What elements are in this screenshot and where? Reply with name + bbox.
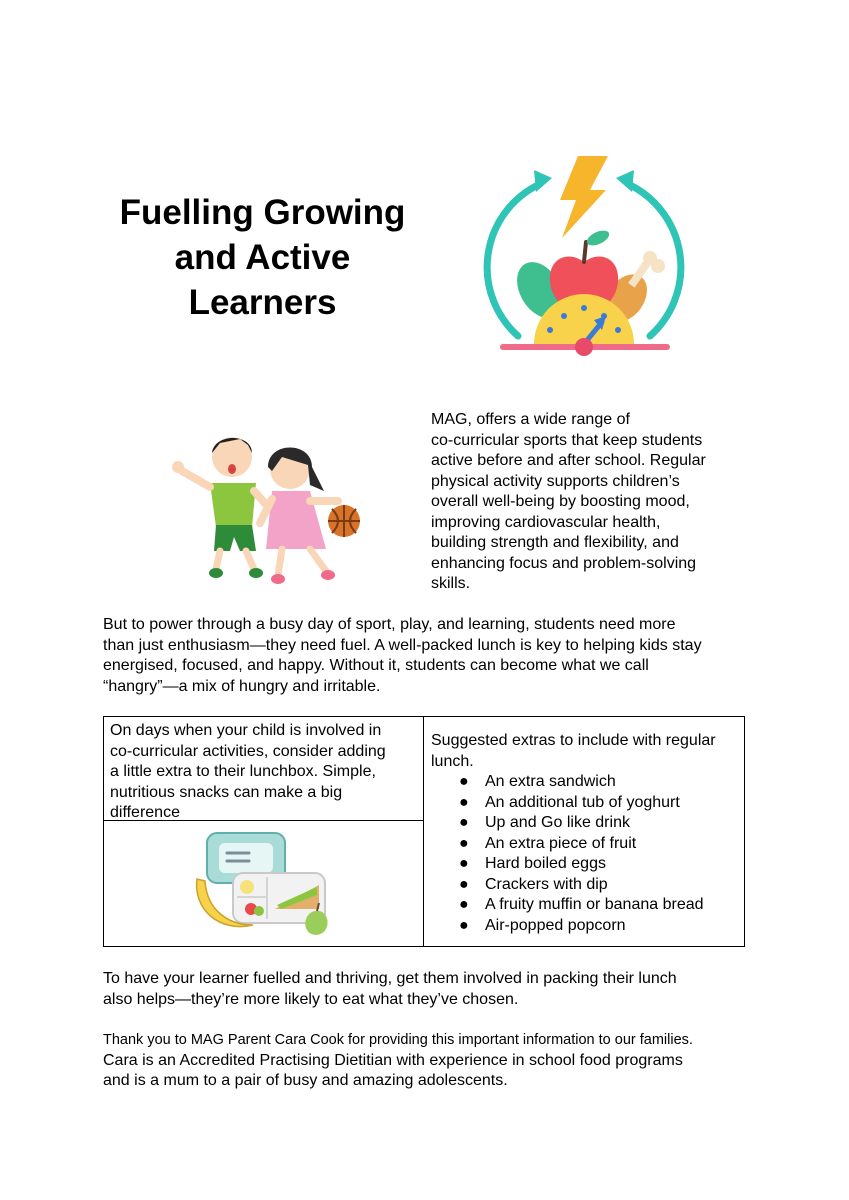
extras-intro: Suggested extras to include with regular xyxy=(431,732,716,749)
advice-line: nutritious snacks can make a big xyxy=(110,783,343,801)
title-line-2: and Active xyxy=(174,238,351,277)
extra-item-text: An extra sandwich xyxy=(485,773,616,790)
intro-line: overall well-being by boosting mood, xyxy=(431,493,690,510)
intro-line: active before and after school. Regular xyxy=(431,452,706,469)
list-item xyxy=(459,793,738,814)
intro-line: skills. xyxy=(431,575,471,592)
list-item xyxy=(459,854,738,875)
fuel-line: But to power through a busy day of sport, play, and learning, students need more xyxy=(103,616,676,633)
bullet-icon: ● xyxy=(459,875,469,893)
suggested-extras-cell xyxy=(425,717,744,946)
extra-item-text: Crackers with dip xyxy=(485,875,608,893)
intro-line: physical activity supports children’s xyxy=(431,472,680,490)
extra-lunch-advice-cell xyxy=(104,717,424,821)
list-item xyxy=(459,916,738,937)
page-title xyxy=(100,190,425,325)
bio-line: Cara is an Accredited Practising Dietitian with experience in school food programs xyxy=(103,1051,683,1069)
lunchbox-illustration xyxy=(189,829,339,939)
intro-line: improving cardiovascular health, xyxy=(431,513,661,531)
bio-line: and is a mum to a pair of busy and amazing adolescents. xyxy=(103,1072,508,1089)
intro-line: building strength and flexibility, and xyxy=(431,534,679,551)
list-item xyxy=(459,875,738,896)
bullet-icon: ● xyxy=(459,855,469,872)
extra-item-text: A fruity muffin or banana bread xyxy=(485,896,704,913)
kids-basketball-illustration xyxy=(160,425,370,595)
suggested-extras-list xyxy=(459,772,738,936)
intro-paragraph xyxy=(431,410,731,595)
bullet-icon: ● xyxy=(459,793,469,811)
advice-line: a little extra to their lunchbox. Simple, xyxy=(110,763,376,780)
acknowledgement xyxy=(103,1030,783,1092)
list-item xyxy=(459,895,738,916)
bullet-icon: ● xyxy=(459,773,469,790)
bullet-icon: ● xyxy=(459,814,469,831)
extra-item-text: An extra piece of fruit xyxy=(485,834,637,852)
list-item xyxy=(459,772,738,793)
fuel-paragraph xyxy=(103,615,763,697)
bullet-icon: ● xyxy=(459,916,469,934)
closing-line: To have your learner fuelled and thriving, get them involved in packing their lunch xyxy=(103,970,677,987)
intro-line: enhancing focus and problem-solving xyxy=(431,554,697,572)
list-item xyxy=(459,834,738,855)
bullet-icon: ● xyxy=(459,896,469,913)
thanks-line: Thank you to MAG Parent Cara Cook for providing this important information to our families. xyxy=(103,1032,693,1048)
energy-food-illustration xyxy=(478,150,690,362)
intro-line: co-curricular sports that keep students xyxy=(431,431,703,449)
closing-line: also helps—they’re more likely to eat what they’ve chosen. xyxy=(103,990,519,1008)
title-line-1: Fuelling Growing xyxy=(119,193,406,232)
fuel-line: “hangry”—a mix of hungry and irritable. xyxy=(103,677,381,695)
extra-item-text: Hard boiled eggs xyxy=(485,855,606,872)
title-line-3: Learners xyxy=(188,283,337,322)
extra-item-text: Up and Go like drink xyxy=(485,814,630,831)
closing-paragraph xyxy=(103,969,763,1010)
extra-item-text: Air-popped popcorn xyxy=(485,916,626,934)
extras-intro: lunch. xyxy=(431,752,474,770)
fuel-line: than just enthusiasm—they need fuel. A well-packed lunch is key to helping kids stay xyxy=(103,636,702,654)
extra-item-text: An additional tub of yoghurt xyxy=(485,793,680,811)
advice-line: difference xyxy=(110,804,180,821)
list-item xyxy=(459,813,738,834)
lunchbox-image-cell xyxy=(104,821,424,946)
intro-line: MAG, offers a wide range of xyxy=(431,411,630,428)
bullet-icon: ● xyxy=(459,834,469,852)
fuel-line: energised, focused, and happy. Without it, students can become what we call xyxy=(103,657,649,674)
advice-line: On days when your child is involved in xyxy=(110,722,382,739)
advice-line: co-curricular activities, consider adding xyxy=(110,742,386,760)
lunch-tips-table xyxy=(103,716,745,947)
